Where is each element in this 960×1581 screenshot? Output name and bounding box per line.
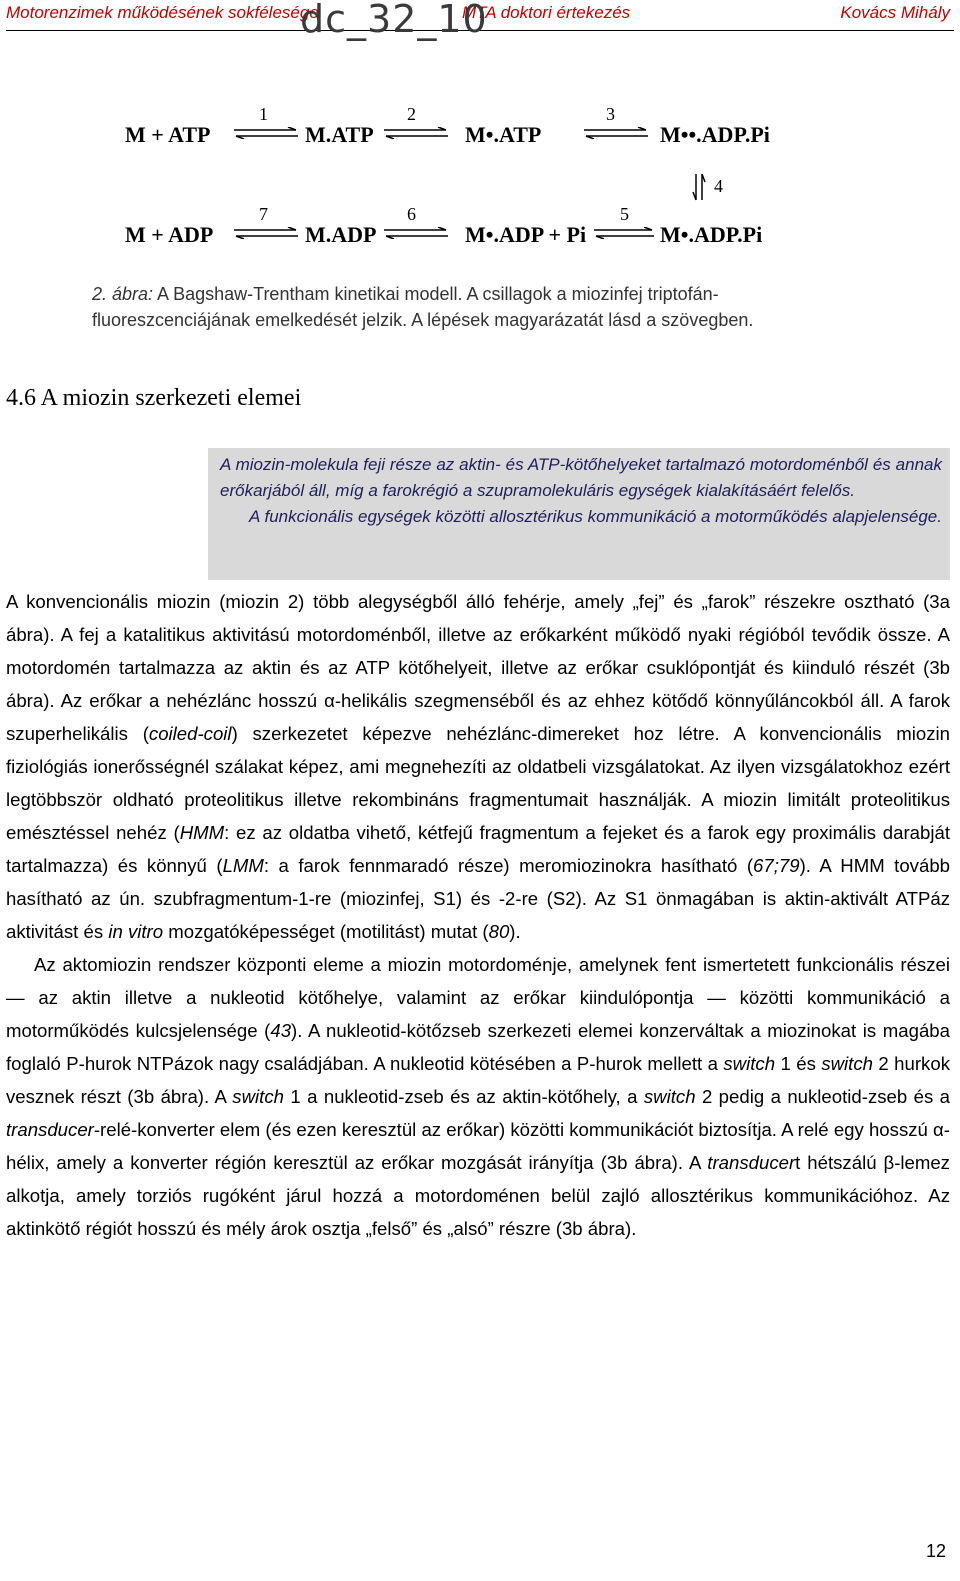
caption-label: 2. ábra:	[92, 284, 154, 304]
step-number: 1	[259, 104, 268, 124]
summary-line	[208, 448, 950, 504]
scheme-species: M••.ADP.Pi	[660, 122, 770, 147]
caption-text: A Bagshaw-Trentham kinetikai modell. A csillagok a miozinfej triptofán-fluoreszcenciájának emelkedését jelzik. A lépések magyarázatát lásd a szövegben.	[92, 284, 754, 330]
text-run: 2 hurkok vesznek részt (3b ábra). A	[6, 1053, 950, 1107]
step-number: 3	[606, 104, 615, 124]
summary-box	[208, 448, 950, 580]
text-run: transducer	[6, 1119, 94, 1140]
header-middle: MTA doktori értekezés	[462, 3, 631, 22]
text-run: 1 és	[775, 1053, 822, 1074]
citation: 80	[488, 921, 510, 942]
text-run: mozgatóképességet (motilitást) mutat (	[163, 921, 489, 942]
summary-text: A funkcionális egységek közötti allosztérikus kommunikáció a motorműködés alapjelensége.	[249, 507, 942, 526]
text-run: switch	[232, 1086, 284, 1107]
kinetic-scheme	[120, 100, 800, 260]
citation: 43	[270, 1020, 292, 1041]
step-number: 2	[407, 104, 416, 124]
section-heading: 4.6 A miozin szerkezeti elemei	[6, 385, 302, 411]
text-run: switch	[643, 1086, 696, 1107]
header-author: Kovács Mihály	[840, 3, 950, 22]
equilibrium-arrow	[232, 127, 300, 139]
text-run: ) szerkezetet képezve nehézlánc-dimereket hoz létre. A konvencionális miozin fiziológiás ionerősségnél szálakat képez, ami megnehezíti az oldatbeli vizsgálatokat. Az ilyen vizsgálatokhoz ezért legtöbbször oldható proteolitikus illetve rekombináns fragmentumait használják. A miozin limitált proteolitikus emésztéssel nehéz (	[6, 723, 950, 843]
summary-line	[208, 504, 950, 530]
text-run: ). A nukleotid-kötőzseb szerkezeti elemei konzerváltak a miozinokat is magába foglaló P-hurok NTPázok nagy családjában. A nukleotid kötésében a P-hurok mellett a	[6, 1020, 950, 1074]
text-run: coiled-coil	[148, 723, 232, 744]
text-run: 1 a nukleotid-zseb és az aktin-kötőhely, a	[283, 1086, 644, 1107]
step-number: 7	[259, 204, 268, 224]
scheme-species: M.ADP	[305, 222, 377, 247]
step-number: 6	[407, 204, 416, 224]
equilibrium-arrow	[592, 227, 656, 239]
text-run: 2 pedig a nukleotid-zseb és a	[695, 1086, 950, 1107]
figure-caption	[92, 281, 852, 333]
scheme-species: M.ATP	[305, 122, 374, 147]
scheme-species: M + ADP	[125, 222, 214, 247]
text-run: switch	[821, 1053, 873, 1074]
scheme-species: M•.ADP.Pi	[660, 222, 763, 247]
paragraph	[6, 585, 950, 948]
paragraph	[6, 948, 950, 1245]
scheme-species: M•.ADP + Pi	[465, 222, 587, 247]
equilibrium-arrow	[232, 227, 300, 239]
text-run: ).	[509, 921, 521, 942]
watermark: dc_32_10	[300, 0, 488, 41]
equilibrium-arrow	[382, 127, 450, 139]
text-run: transducer	[707, 1152, 796, 1173]
text-run: switch	[723, 1053, 776, 1074]
step-number: 4	[714, 176, 723, 196]
text-run: : ez az oldatba vihető, kétfejű fragmentum a fejeket és a farok egy proximális darabját tartalmazza) és könnyű (	[6, 822, 950, 876]
scheme-species: M + ATP	[125, 122, 211, 147]
text-run: HMM	[179, 822, 225, 843]
header-title: Motorenzimek működésének sokfélesége	[6, 3, 319, 22]
text-run: ). A HMM tovább hasítható az ún. szubfragmentum-1-re (miozinfej, S1) és -2-re (S2). Az S1 önmagában is aktin-aktivált ATPáz aktivitást és	[6, 855, 950, 942]
page-header	[0, 0, 960, 41]
text-run: Az aktomiozin rendszer központi eleme a miozin motordoménje, amelynek fent ismertetett funkcionális részei — az aktin illetve a nukleotid kötőhelye, valamint az erőkar kiindulópontja — közötti kommunikáció a motorműködés kulcsjelensége (	[6, 954, 950, 1041]
vertical-equilibrium-arrow	[692, 172, 706, 202]
text-run: -relé-konverter elem (és ezen keresztül az erőkar) közötti kommunikációt biztosítja. A relé egy hosszú α-hélix, amely a konverter régión keresztül az erőkar mozgását irányítja (3b ábra). A	[6, 1119, 950, 1173]
text-run: LMM	[222, 855, 264, 876]
body-text	[6, 585, 950, 1245]
text-run: t hétszálú β-lemez alkotja, amely torziós rugóként járul hozzá a motordoménen belül zajló allosztérikus kommunikációhoz. Az aktinkötő régiót hosszú és mély árok osztja „felső” és „alsó” részre (3b ábra).	[6, 1152, 950, 1239]
text-run: : a farok fennmaradó része) meromiozinokra hasítható (	[263, 855, 754, 876]
step-number: 5	[620, 204, 629, 224]
citation: 67;79	[753, 855, 800, 876]
equilibrium-arrow	[382, 227, 450, 239]
scheme-species: M•.ATP	[465, 122, 542, 147]
text-run: in vitro	[108, 921, 164, 942]
summary-text: A miozin-molekula feji része az aktin- és ATP-kötőhelyeket tartalmazó motordoménből és annak erőkarjából áll, míg a farokrégió a szupramolekuláris egységek kialakításáért felelős.	[220, 455, 942, 500]
equilibrium-arrow	[582, 127, 650, 139]
text-run: A konvencionális miozin (miozin 2) több alegységből álló fehérje, amely „fej” és „farok” részekre osztható (3a ábra). A fej a katalitikus aktivitású motordoménből, illetve az erőkarként működő nyaki régióból tevődik össze. A motordomén tartalmazza az aktin és az ATP kötőhelyeit, illetve az erőkar csuklópontját és kiinduló részét (3b ábra). Az erőkar a nehézlánc hosszú α-helikális szegmenséből és az ehhez kötődő könnyűláncokból áll. A farok szuperhelikális (	[6, 591, 950, 744]
page-number: 12	[925, 1541, 946, 1561]
